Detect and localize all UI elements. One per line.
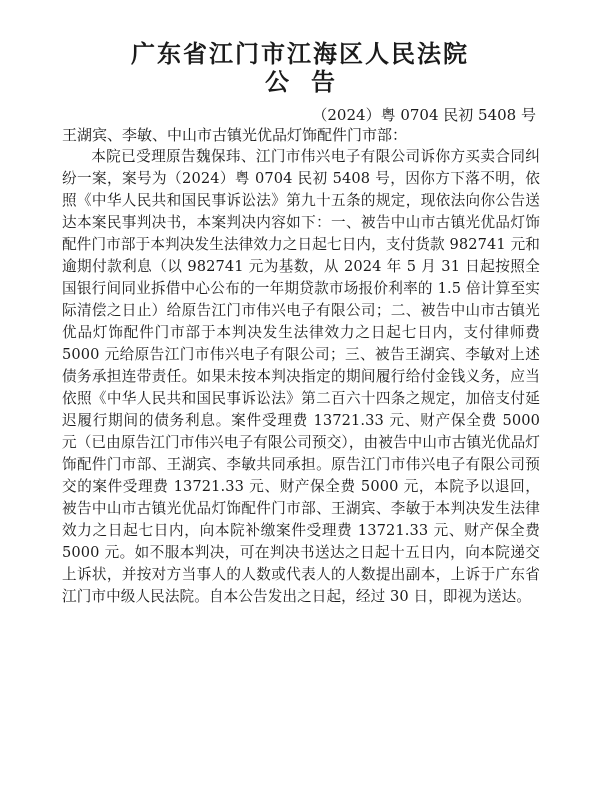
court-name: 广东省江门市江海区人民法院 [131,39,469,68]
case-number: （2024）粤 0704 民初 5408 号 [312,106,536,124]
notice-body: 本院已受理原告魏保玮、江门市伟兴电子有限公司诉你方买卖合同纠纷一案，案号为（2024）粤 0704 民初 5408 号，因你方下落不明，依照《中华人民共和国民事诉讼法》第九十五条的规定，现依法向你公告送达本案民事判决书，本案判决内容如下：一、被告中山市古镇光优品灯饰配件门市部于本判决发生法律效力之日起七日内，支付货款 982741 元和逾期付款利息（以 982741 元为基数，从 2024 年 5 月 31 日起按照全国银行间同业拆借中心公布的一年期贷款市场报价利率的 1.5 倍计算至实际清偿之日止）给原告江门市伟兴电子有限公司；二、被告中山市古镇光优品灯饰配件门市部于本判决发生法律效力之日起七日内，支付律师费 5000 元给原告江门市伟兴电子有限公司；三、被告王湖宾、李敏对上述债务承担连带责任。如果未按本判决指定的期间履行给付金钱义务，应当依照《中华人民共和国民事诉讼法》第二百六十四条之规定，加倍支付延迟履行期间的债务利息。案件受理费 13721.33 元、财产保全费 5000 元（已由原告江门市伟兴电子有限公司预交），由被告中山市古镇光优品灯饰配件门市部、王湖宾、李敏共同承担。原告江门市伟兴电子有限公司预交的案件受理费 13721.33 元、财产保全费 5000 元，本院予以退回，被告中山市古镇光优品灯饰配件门市部、王湖宾、李敏于本判决发生法律效力之日起七日内，向本院补缴案件受理费 13721.33 元、财产保全费 5000 元。如不服本判决，可在判决书送达之日起十五日内，向本院递交上诉状，并按对方当事人的人数或代表人的人数提出副本，上诉于广东省江门市中级人民法院。自本公告发出之日起，经过 30 日，即视为送达。 [62,148,540,605]
addressee: 王湖宾、李敏、中山市古镇光优品灯饰配件门市部： [62,126,408,144]
document-title: 公告 [265,67,357,96]
